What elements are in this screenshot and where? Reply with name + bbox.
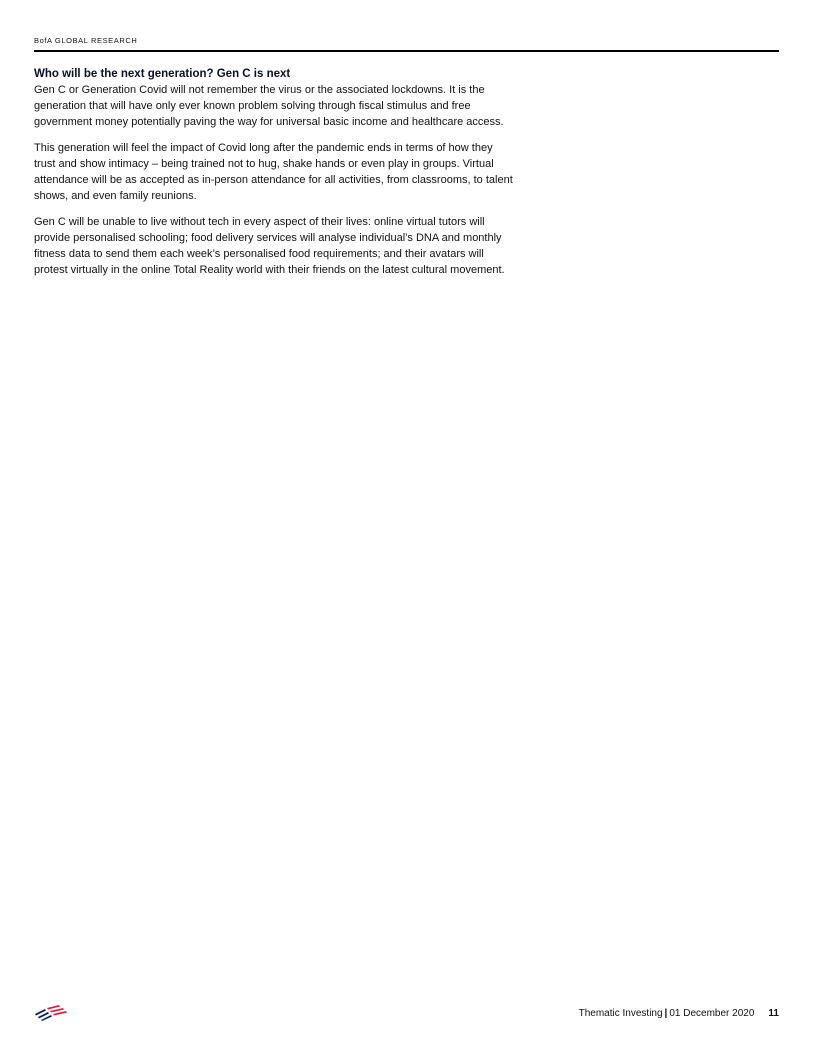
footer-date: 01 December 2020 (669, 1008, 755, 1019)
page-number: 11 (768, 1008, 779, 1019)
page-footer (579, 1008, 779, 1019)
paragraph-3: Gen C will be unable to live without tech in every aspect of their lives: online virtual tutors will provide personalised schooling; food delivery services will analyse individual’s DNA and monthly fitness data to send them each week’s personalised food requirements; and their avatars will protest virtually in the online Total Reality world with their friends on the latest cultural movement. (34, 216, 505, 276)
logo-blue-stripes (35, 1009, 52, 1021)
paragraph-2: This generation will feel the impact of Covid long after the pandemic ends in terms of how they trust and show intimacy – being trained not to hug, shake hands or even play in groups. Virtual attendance will be as accepted as in-person attendance for all activities, from classrooms, to talent shows, and even family reunions. (34, 142, 513, 202)
article-body (34, 67, 514, 288)
logo-red-stripes (47, 1005, 67, 1016)
bank-of-america-flag-icon (33, 1005, 67, 1021)
paragraph-1: Gen C or Generation Covid will not remember the virus or the associated lockdowns. It is the generation that will have only ever known problem solving through fiscal stimulus and free government money potentially paving the way for universal basic income and healthcare access. (34, 84, 504, 128)
section-title: Who will be the next generation? Gen C is next (34, 68, 291, 80)
page-header (34, 36, 779, 52)
footer-separator: | (664, 1008, 668, 1019)
header-label: BofA GLOBAL RESEARCH (34, 36, 138, 45)
footer-report-name: Thematic Investing (578, 1008, 663, 1019)
